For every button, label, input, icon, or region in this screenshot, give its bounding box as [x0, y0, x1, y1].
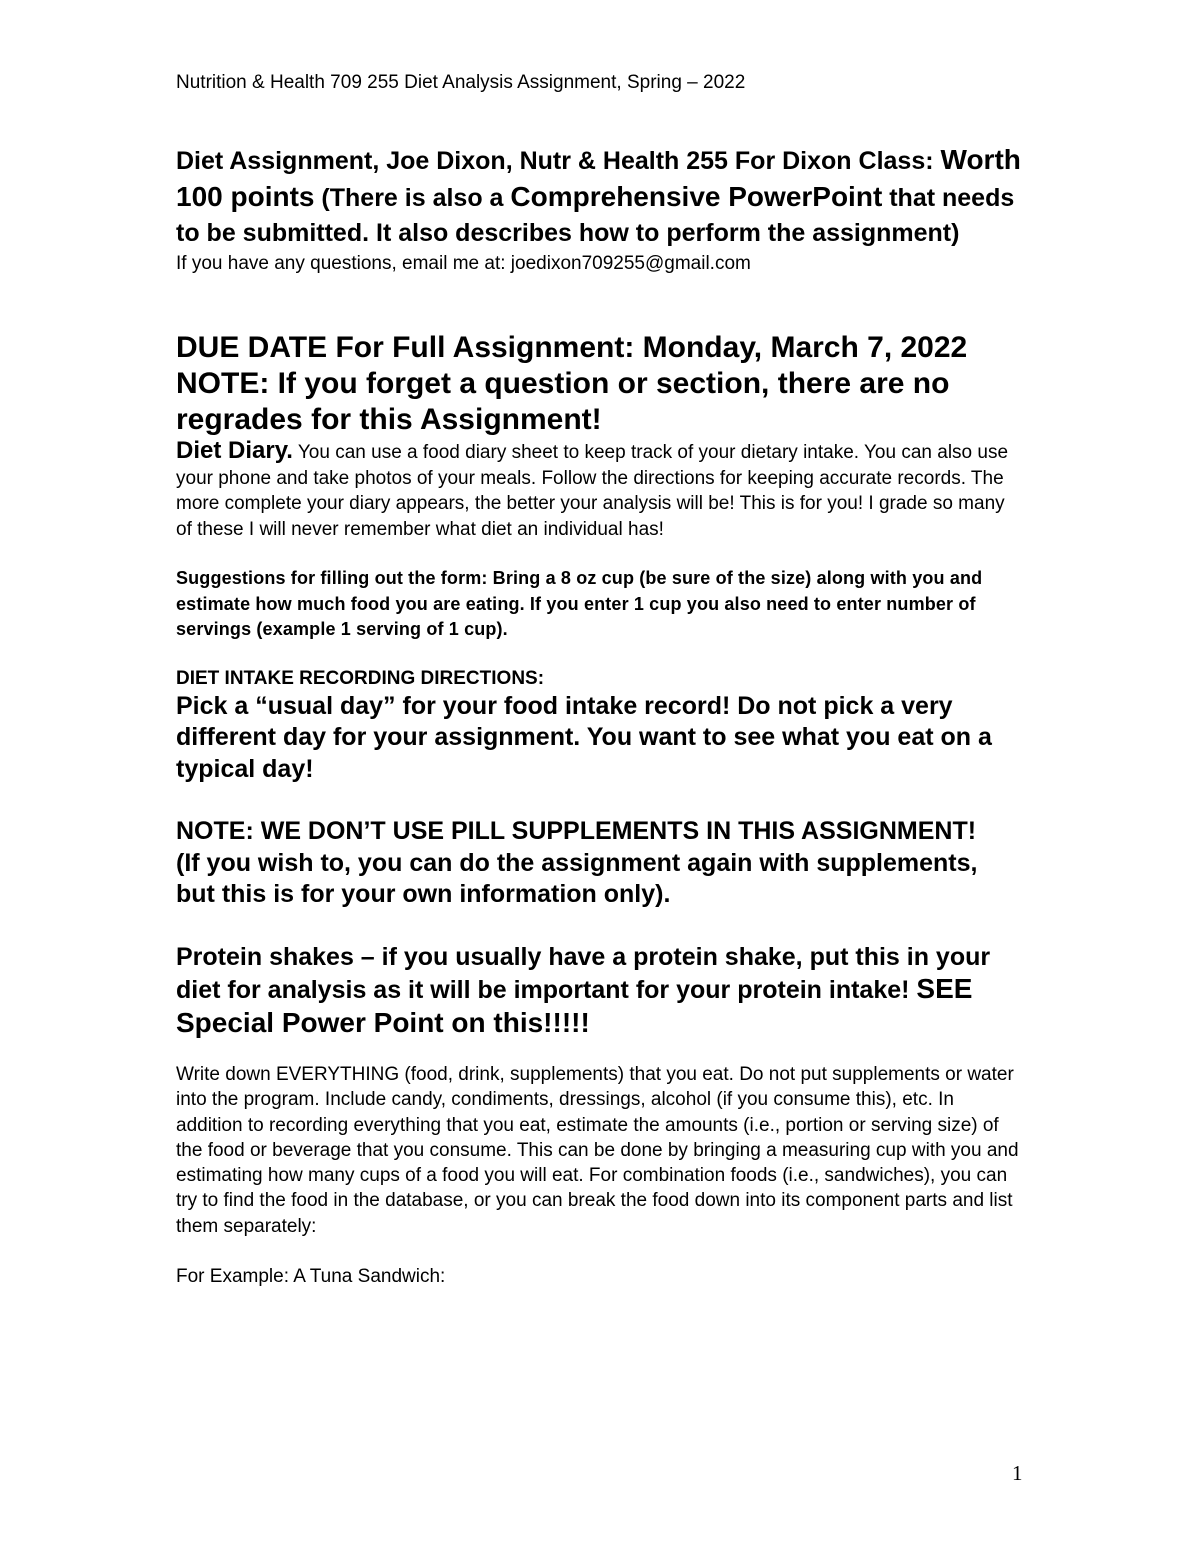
- assignment-title: [176, 142, 1021, 251]
- worth-points: Worth 100 points: [176, 144, 1021, 212]
- example-line: For Example: A Tuna Sandwich:: [176, 1266, 446, 1288]
- usual-day-instruction: Pick a “usual day” for your food intake record! Do not pick a very different day for your assignment. You want to see what you eat on a typical day!: [176, 691, 992, 783]
- write-down-paragraph: Write down EVERYTHING (food, drink, supplements) that you eat. Do not put supplements or water into the program. Include candy, condiments, dressings, alcohol (if you consume this), etc. In addition to recording everything that you eat, estimate the amounts (i.e., portion or serving size) of the food or beverage that you consume. This can be done by bringing a measuring cup with you and estimating how many cups of a food you will eat. For combination foods (i.e., sandwiches), you can try to find the food in the database, or you can break the food down into its component parts and list them separately:: [176, 1064, 1019, 1237]
- diet-diary-text: You can use a food diary sheet to keep track of your dietary intake. You can also use your phone and take photos of your meals. Follow the directions for keeping accurate records. The more complete your diary appears, the better your analysis will be! This is for you! I grade so many of these I will never remember what diet an individual has!: [176, 442, 1009, 540]
- running-header: Nutrition & Health 709 255 Diet Analysis Assignment, Spring – 2022: [176, 72, 746, 93]
- title-paren-a: (There is also a: [314, 184, 511, 212]
- protein-shakes-text: Protein shakes – if you usually have a protein shake, put this in your diet for analysis as it will be important for your protein intake!: [176, 942, 991, 1004]
- suggestions-paragraph: Suggestions for filling out the form: Bring a 8 oz cup (be sure of the size) along with you and estimate how much food you are eating. If you enter 1 cup you also need to enter number of servings (example 1 serving of 1 cup).: [176, 568, 983, 639]
- due-date-line: DUE DATE For Full Assignment: Monday, March 7, 2022: [176, 331, 968, 364]
- contact-prompt: If you have any questions, email me at:: [176, 253, 511, 274]
- protein-shakes-paragraph: [176, 942, 1021, 1041]
- contact-line: [176, 251, 1021, 276]
- page-number: 1: [1012, 1461, 1023, 1485]
- directions-heading: DIET INTAKE RECORDING DIRECTIONS:: [176, 667, 545, 689]
- see-power-point: SEE Special Power Point on this!!!!!: [176, 973, 973, 1038]
- supplements-note-line2: (If you wish to, you can do the assignment again with supplements, but this is for your own information only).: [176, 848, 978, 908]
- comprehensive-powerpoint: Comprehensive PowerPoint: [510, 181, 883, 212]
- supplements-note-line1: NOTE: WE DON’T USE PILL SUPPLEMENTS IN THIS ASSIGNMENT!: [176, 817, 977, 845]
- title-paren-b: that needs to be submitted. It also describes how to perform the assignment): [176, 184, 1015, 247]
- supplements-note: [176, 816, 1021, 911]
- diet-diary-paragraph: [176, 438, 1021, 542]
- title-line: Diet Assignment, Joe Dixon, Nutr & Health 255 For Dixon Class:: [176, 147, 941, 175]
- no-regrades-note: NOTE: If you forget a question or section, there are no regrades for this Assignment!: [176, 367, 950, 436]
- diet-diary-label: Diet Diary.: [176, 437, 293, 464]
- contact-email: joedixon709255@gmail.com: [510, 253, 751, 274]
- due-date-block: [176, 330, 1021, 438]
- document-body: [176, 142, 1021, 1289]
